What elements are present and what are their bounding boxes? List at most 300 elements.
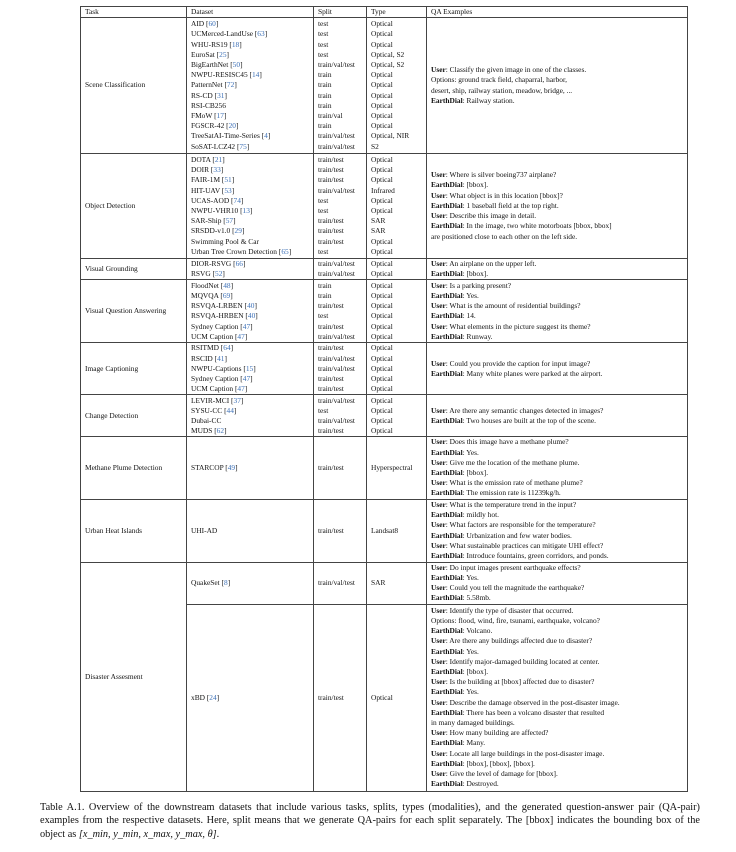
type-value: Optical, S2	[371, 49, 405, 59]
dataset-list	[187, 562, 314, 604]
citation: 72	[226, 80, 235, 90]
dataset-name: RSCID [41]	[191, 353, 227, 363]
header-dataset: Dataset	[187, 7, 314, 18]
qa-line	[431, 281, 683, 291]
qa-text: : What is the emission rate of methane plume?	[445, 478, 583, 488]
qa-line	[431, 667, 683, 677]
dataset-label: Urban Tree Crown Detection	[191, 246, 278, 256]
qa-text: : 1 baseball field at the top right.	[462, 200, 559, 210]
qa-speaker: User	[431, 605, 446, 615]
qa-line	[431, 468, 683, 478]
qa-line	[431, 606, 683, 616]
split-value: train/val/test	[318, 363, 355, 373]
dataset-label: RSVQA-HRBEN	[191, 311, 244, 321]
type-value: SAR	[367, 562, 427, 604]
qa-line	[431, 458, 683, 468]
qa-text: : Is the building at [bbox] affected due to disaster?	[445, 677, 595, 687]
dataset-list	[187, 18, 314, 154]
qa-text: : Is a parking present?	[445, 280, 512, 290]
dataset-label: WHU-RS19	[191, 39, 228, 49]
qa-line	[431, 75, 683, 85]
type-value: Optical	[371, 110, 393, 120]
qa-line	[431, 687, 683, 697]
citation: 15	[245, 363, 254, 373]
split-value: train	[318, 70, 332, 80]
type-value: Optical	[371, 155, 393, 165]
split-value: test	[318, 49, 329, 59]
task-name: Scene Classification	[81, 18, 187, 154]
citation: 13	[242, 206, 250, 215]
dataset-label: UHI-AD	[191, 525, 218, 535]
qa-line	[431, 500, 683, 510]
dataset-name: SoSAT-LCZ42 [75]	[191, 141, 250, 151]
split-value: train/val/test	[318, 131, 355, 141]
qa-text: Options: flood, wind, fire, tsunami, earthquake, volcano?	[431, 616, 600, 625]
qa-speaker: EarthDial	[431, 626, 463, 636]
citation: 29	[234, 226, 242, 236]
dataset-label: Sydney Caption	[191, 321, 239, 331]
qa-text: : Identify the type of disaster that occurred.	[445, 605, 574, 615]
dataset-list	[187, 343, 314, 395]
dataset-name	[187, 416, 313, 426]
qa-text: : Identify major-damaged building located at center.	[445, 656, 600, 666]
qa-text: : 14.	[462, 311, 476, 321]
type-value: Hyperspectral	[371, 462, 413, 472]
dataset-label: RS-CD	[191, 90, 213, 100]
qa-text: : The emission rate is 11239kg/h.	[462, 488, 561, 498]
citation: 62	[216, 426, 225, 436]
dataset-name: STARCOP [49]	[191, 462, 238, 472]
datasets-table	[80, 6, 688, 792]
dataset-name: Sydney Caption [47]	[191, 374, 253, 383]
dataset-list	[187, 280, 314, 343]
type-list	[367, 499, 427, 562]
dataset-name: PatternNet [72]	[191, 80, 237, 90]
citation: 49	[227, 462, 236, 472]
dataset-name: BigEarthNet [50]	[191, 60, 243, 70]
qa-line	[431, 657, 683, 667]
type-list	[367, 259, 427, 280]
dataset-name: RSITMD [64]	[191, 343, 234, 353]
type-value: Optical	[371, 259, 393, 269]
type-value: Optical	[371, 195, 393, 205]
qa-line	[431, 488, 683, 498]
qa-speaker: EarthDial	[431, 687, 463, 697]
dataset-name: QuakeSet [8]	[191, 578, 231, 588]
qa-examples	[427, 437, 688, 499]
citation: 47	[237, 331, 245, 341]
type-list	[367, 437, 427, 499]
type-value: Optical, S2	[371, 60, 405, 70]
qa-text: : How many building are affected?	[445, 728, 549, 738]
qa-speaker: User	[431, 748, 446, 758]
citation: 17	[216, 110, 224, 120]
qa-line	[431, 738, 683, 748]
citation: 40	[247, 301, 255, 311]
qa-speaker: EarthDial	[431, 221, 463, 231]
qa-line	[431, 698, 683, 708]
type-value: Optical	[371, 121, 393, 131]
type-value: Optical	[371, 39, 393, 49]
type-value: Optical	[371, 395, 393, 405]
split-value: train/val/test	[318, 353, 355, 363]
qa-line	[431, 170, 683, 180]
qa-text: : Do input images present earthquake effects?	[445, 562, 581, 572]
type-value: Infrared	[371, 185, 395, 195]
dataset-label: HIT-UAV	[191, 185, 221, 195]
split-value: train	[318, 100, 332, 110]
task-name: Change Detection	[81, 395, 187, 437]
qa-speaker: User	[431, 457, 446, 467]
qa-speaker: EarthDial	[431, 95, 463, 105]
dataset-label: FloodNet	[191, 280, 219, 290]
qa-speaker: EarthDial	[431, 510, 463, 520]
qa-text: : What factors are responsible for the temperature?	[445, 520, 596, 530]
qa-line	[431, 759, 683, 769]
qa-examples	[427, 499, 688, 562]
dataset-name: DOTA [21]	[191, 155, 225, 165]
type-value: Optical	[371, 405, 393, 415]
qa-speaker: User	[431, 358, 446, 368]
dataset-label: MQVQA	[191, 291, 219, 301]
dataset-list	[187, 154, 314, 259]
caption-end: .	[216, 828, 220, 840]
task-name: Visual Question Answering	[81, 280, 187, 343]
type-value: Optical	[371, 363, 393, 373]
dataset-name: RSVQA-LRBEN [40]	[191, 301, 257, 311]
qa-line	[431, 332, 683, 342]
qa-text: Options: ground track field, chaparral, harbor,	[431, 75, 567, 85]
dataset-list	[187, 259, 314, 280]
qa-speaker: EarthDial	[431, 311, 463, 321]
citation: 51	[224, 175, 232, 185]
qa-line	[431, 779, 683, 789]
qa-speaker: EarthDial	[431, 468, 463, 478]
split-value: train/val/test	[318, 395, 355, 405]
type-value: Optical	[371, 384, 393, 394]
qa-speaker: User	[431, 211, 446, 221]
qa-text: : What is the temperature trend in the input?	[445, 500, 577, 510]
dataset-label: Dubai-CC	[191, 415, 222, 425]
type-value: Optical	[371, 269, 393, 279]
qa-speaker: User	[431, 405, 446, 415]
dataset-name: DIOR-RSVG [66]	[191, 259, 246, 269]
qa-speaker: EarthDial	[431, 447, 463, 457]
qa-speaker: User	[431, 170, 446, 180]
qa-line	[431, 728, 683, 738]
citation: 63	[257, 29, 265, 39]
dataset-name: Urban Tree Crown Detection [65]	[191, 246, 292, 256]
qa-speaker: User	[431, 769, 446, 779]
task-group-row	[81, 437, 688, 499]
qa-text: : Yes.	[462, 572, 479, 582]
type-value: Optical	[371, 311, 393, 321]
qa-line	[431, 531, 683, 541]
type-list	[367, 18, 427, 154]
dataset-label: FAIR-1M	[191, 175, 221, 185]
split-value: train/test	[318, 226, 344, 236]
qa-examples	[427, 562, 688, 604]
type-value: Optical	[371, 415, 393, 425]
split-value: train/test	[318, 462, 344, 472]
dataset-label: MUDS	[191, 426, 213, 436]
qa-text: : Destroyed.	[462, 779, 499, 789]
split-value: test	[318, 206, 329, 215]
dataset-name	[187, 101, 313, 111]
qa-line	[431, 201, 683, 211]
qa-text: : [bbox].	[462, 468, 489, 478]
dataset-name: Sydney Caption [47]	[191, 321, 253, 331]
qa-line	[431, 359, 683, 369]
type-value: Optical	[371, 426, 393, 436]
qa-line	[431, 259, 683, 269]
dataset-name: RSVG [52]	[191, 269, 225, 279]
dataset-name: MUDS [62]	[191, 426, 227, 436]
type-value: Optical	[371, 80, 393, 90]
type-value: Optical	[371, 19, 393, 29]
split-value: train/val/test	[318, 185, 355, 195]
split-value: train/test	[318, 384, 344, 394]
split-value: train	[318, 90, 332, 100]
split-value: train/val	[318, 110, 343, 120]
dataset-name: RSVQA-HRBEN [40]	[191, 311, 258, 321]
citation: 41	[217, 353, 225, 363]
dataset-name: SRSDD-v1.0 [29]	[191, 226, 245, 236]
dataset-label: SAR-Ship	[191, 216, 222, 226]
dataset-name: DOIR [33]	[191, 165, 224, 175]
dataset-label: RSI-CB256	[191, 100, 226, 110]
split-value: train/test	[318, 321, 344, 331]
split-value: train/test	[318, 165, 344, 175]
dataset-name: FMoW [17]	[191, 110, 227, 120]
qa-speaker: User	[431, 478, 446, 488]
dataset-name: TreeSatAI-Time-Series [4]	[191, 131, 271, 141]
dataset-label: DOTA	[191, 155, 211, 165]
citation: 64	[223, 343, 231, 353]
qa-text: : Where is silver boeing737 airplane?	[445, 170, 557, 180]
split-list	[314, 395, 367, 437]
type-list	[367, 343, 427, 395]
qa-speaker: EarthDial	[431, 738, 463, 748]
qa-text: : What elements in the picture suggest its theme?	[445, 321, 591, 331]
qa-text: : Yes.	[462, 687, 479, 697]
dataset-label: FMoW	[191, 110, 213, 120]
qa-line	[431, 448, 683, 458]
citation: 24	[209, 692, 217, 702]
type-value: S2	[371, 141, 379, 151]
qa-speaker: EarthDial	[431, 200, 463, 210]
task-group-row	[81, 499, 688, 562]
dataset-name: xBD [24]	[191, 692, 220, 702]
split-value: train/val/test	[318, 331, 355, 341]
qa-speaker: EarthDial	[431, 707, 463, 717]
qa-examples	[427, 154, 688, 259]
type-value: Optical	[371, 291, 393, 301]
dataset-label: RSCID	[191, 353, 213, 363]
split-value: test	[318, 311, 329, 321]
qa-text: : An airplane on the upper left.	[445, 259, 537, 268]
split-value: train	[318, 280, 332, 290]
dataset-label: Sydney Caption	[191, 374, 239, 383]
qa-speaker: EarthDial	[431, 779, 463, 789]
qa-line	[431, 647, 683, 657]
qa-speaker: User	[431, 697, 446, 707]
citation: 52	[215, 269, 223, 279]
split-list	[314, 154, 367, 259]
dataset-name: FloodNet [48]	[191, 280, 234, 290]
citation: 8	[224, 578, 228, 588]
citation: 20	[228, 121, 236, 131]
qa-text: : Many.	[462, 738, 486, 748]
dataset-list	[187, 604, 314, 791]
header-task: Task	[81, 7, 187, 18]
type-value: Optical	[371, 353, 393, 363]
qa-text: : Railway station.	[462, 95, 515, 105]
qa-text: are positioned close to each other on the left side.	[431, 231, 578, 241]
qa-line	[431, 96, 683, 106]
dataset-name: LEVIR-MCI [37]	[191, 395, 244, 405]
qa-text: : [bbox], [bbox], [bbox].	[462, 758, 535, 768]
split-list	[314, 280, 367, 343]
task-group-row	[81, 280, 688, 343]
type-value: Optical	[371, 70, 393, 80]
qa-line	[431, 583, 683, 593]
qa-line	[431, 269, 683, 279]
citation: 75	[239, 141, 247, 151]
qa-line	[431, 406, 683, 416]
qa-speaker: EarthDial	[431, 180, 463, 190]
split-list	[314, 437, 367, 499]
type-value: Optical	[371, 280, 393, 290]
dataset-label: BigEarthNet	[191, 60, 229, 70]
qa-text: : Could you tell the magnitude the earthquake?	[445, 583, 585, 593]
citation: 57	[225, 216, 234, 226]
header-split: Split	[314, 7, 367, 18]
split-list	[314, 499, 367, 562]
table-header-row	[81, 7, 688, 18]
dataset-label: SRSDD-v1.0	[191, 226, 231, 236]
qa-line	[431, 291, 683, 301]
qa-text: : Urbanization and few water bodies.	[462, 530, 572, 540]
task-group-row	[81, 259, 688, 280]
qa-speaker: User	[431, 65, 446, 75]
qa-text: : In the image, two white motorboats [bbox, bbox]	[462, 221, 612, 231]
citation: 74	[233, 195, 241, 205]
qa-text: : Are there any semantic changes detected in images?	[445, 405, 604, 415]
qa-text: in many damaged buildings.	[431, 718, 515, 728]
citation: 53	[224, 185, 232, 195]
dataset-label: STARCOP	[191, 462, 224, 472]
qa-speaker: User	[431, 636, 446, 646]
split-value: train/val/test	[318, 415, 355, 425]
qa-speaker: User	[431, 583, 446, 593]
split-value: train/val/test	[314, 562, 367, 604]
type-value: Optical	[371, 374, 393, 383]
dataset-label: DIOR-RSVG	[191, 259, 232, 269]
qa-line	[431, 437, 683, 447]
qa-speaker: EarthDial	[431, 291, 463, 300]
qa-text: : Describe this image in detail.	[445, 211, 537, 221]
citation: 40	[247, 311, 256, 321]
dataset-label: Swimming Pool & Car	[191, 236, 259, 246]
qa-examples	[427, 395, 688, 437]
qa-line	[431, 616, 683, 626]
dataset-label: RSITMD	[191, 343, 219, 353]
split-value: test	[318, 246, 329, 256]
task-name: Visual Grounding	[81, 259, 187, 280]
split-value: train/test	[318, 216, 344, 226]
dataset-name: FAIR-1M [51]	[191, 175, 235, 185]
citation: 18	[231, 39, 240, 49]
qa-text: : Two houses are built at the top of the scene.	[462, 415, 596, 425]
qa-text: : What is the amount of residential buildings?	[445, 301, 581, 311]
split-value: train/test	[318, 343, 344, 353]
qa-line	[431, 593, 683, 603]
citation: 4	[264, 131, 268, 141]
task-group-row	[81, 395, 688, 437]
qa-line	[431, 718, 683, 728]
dataset-name: NWPU-Captions [15]	[191, 363, 256, 373]
qa-line	[431, 708, 683, 718]
dataset-name: EuroSat [25]	[191, 49, 229, 59]
split-value: train/test	[318, 175, 344, 185]
citation: 25	[219, 49, 227, 59]
split-list	[314, 343, 367, 395]
qa-line	[431, 180, 683, 190]
qa-speaker: EarthDial	[431, 269, 463, 279]
type-value: Optical	[371, 100, 393, 110]
qa-speaker: User	[431, 437, 446, 447]
dataset-label: QuakeSet	[191, 578, 220, 588]
qa-line	[431, 322, 683, 332]
qa-text: : Give me the location of the methane plume.	[445, 457, 580, 467]
dataset-name: UCM Caption [47]	[191, 384, 248, 394]
citation: 47	[242, 321, 251, 331]
citation: 33	[213, 165, 221, 175]
type-value: Optical	[371, 29, 393, 39]
citation: 60	[208, 19, 216, 29]
dataset-label: LEVIR-MCI	[191, 395, 230, 405]
citation: 47	[242, 374, 251, 383]
citation: 44	[226, 405, 234, 415]
qa-examples	[427, 604, 688, 791]
type-value: Optical	[371, 90, 393, 100]
split-value: train/test	[318, 374, 344, 383]
qa-text: : Yes.	[462, 291, 479, 300]
dataset-label: EuroSat	[191, 49, 215, 59]
split-list	[314, 259, 367, 280]
split-value: train/test	[314, 604, 367, 791]
header-type: Type	[367, 7, 427, 18]
caption-math: [x_min, y_min, x_max, y_max, θ]	[78, 828, 217, 840]
qa-line	[431, 573, 683, 583]
split-value: test	[318, 405, 329, 415]
qa-text: : mildly hot.	[462, 510, 499, 520]
qa-text: : 5.58mb.	[462, 593, 491, 603]
qa-text: : Are there any buildings affected due to disaster?	[445, 636, 593, 646]
task-name: Methane Plume Detection	[81, 437, 187, 499]
citation: 50	[232, 60, 241, 70]
qa-speaker: EarthDial	[431, 667, 463, 677]
task-name: Urban Heat Islands	[81, 499, 187, 562]
qa-speaker: User	[431, 677, 446, 687]
dataset-label: RSVQA-LRBEN	[191, 301, 243, 311]
qa-line	[431, 636, 683, 646]
split-value: train/test	[318, 426, 344, 436]
split-value: train/val/test	[318, 60, 355, 70]
qa-speaker: EarthDial	[431, 488, 463, 498]
task-group-row	[81, 18, 688, 154]
